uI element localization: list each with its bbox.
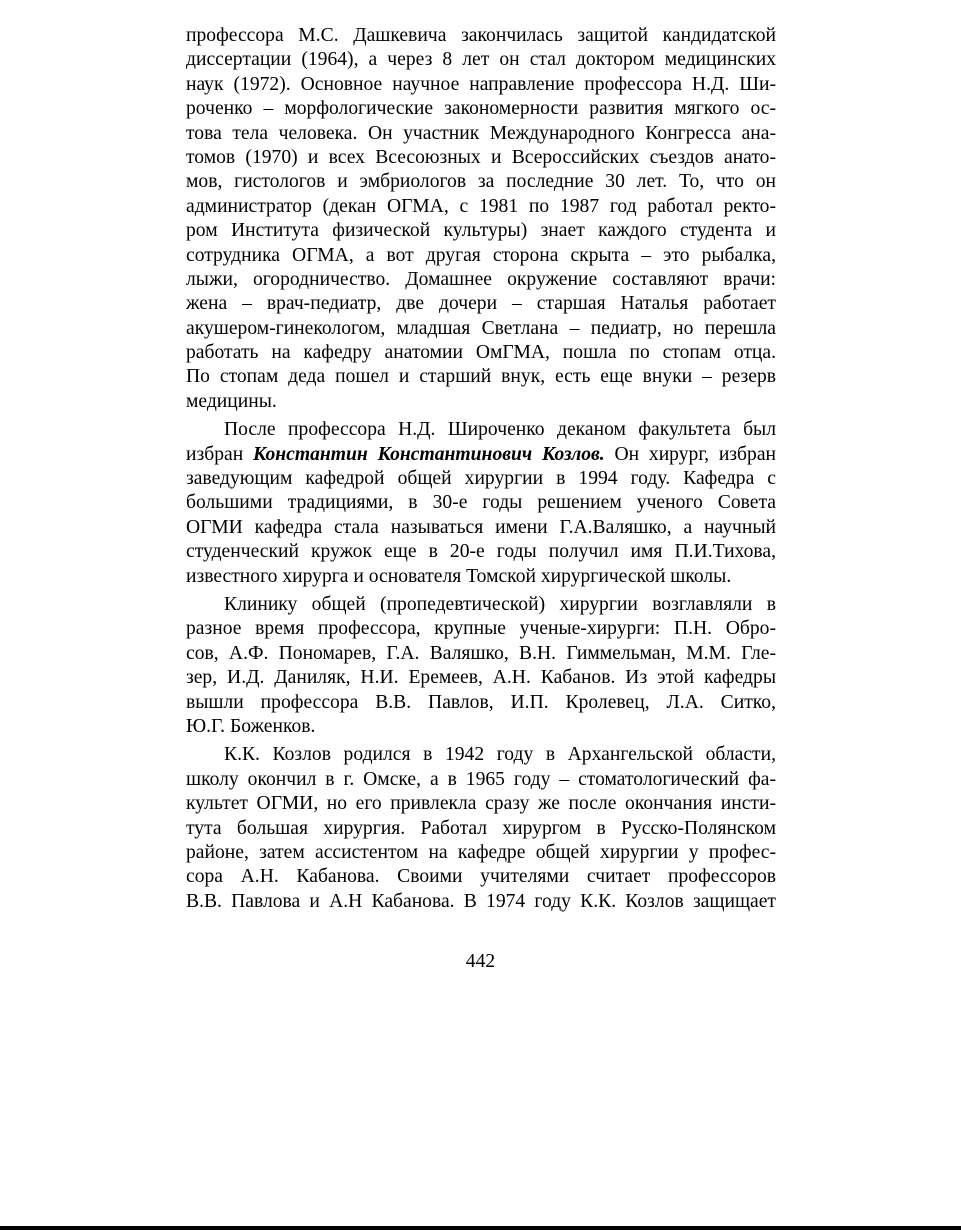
- text-line: сора А.Н. Кабанова. Своими учителями считает профессоров: [186, 866, 776, 888]
- text-line: сов, А.Ф. Пономарев, Г.А. Валяшко, В.Н. Гиммельман, М.М. Гле-: [186, 642, 776, 664]
- text-line: большими традициями, в 30-е годы решением ученого Совета: [186, 492, 776, 514]
- text-line: К.К. Козлов родился в 1942 году в Архангельской области,: [224, 744, 776, 766]
- text-fragment: Он хирург, избран: [604, 443, 776, 465]
- dean-name: Константин Константинович Козлов.: [252, 443, 605, 465]
- paragraph-3: [186, 593, 776, 739]
- text-line: культет ОГМИ, но его привлекла сразу же после окончания инсти-: [186, 793, 776, 815]
- text-line: томов (1970) и всех Всесоюзных и Всероссийских съездов анато-: [186, 146, 776, 168]
- text-line: По стопам деда пошел и старший внук, есть еще внуки – резерв: [186, 366, 776, 388]
- text-line: ром Института физической культуры) знает каждого студента и: [186, 220, 776, 242]
- text-line: диссертации (1964), а через 8 лет он стал доктором медицинских: [186, 49, 776, 71]
- bottom-edge-rule: [0, 1226, 961, 1230]
- text-line: известного хирурга и основателя Томской хирургической школы.: [186, 565, 732, 587]
- text-line: роченко – морфологические закономерности развития мягкого ос-: [186, 98, 776, 120]
- text-line: тута большая хирургия. Работал хирургом в Русско-Полянском: [186, 817, 776, 839]
- text-line: това тела человека. Он участник Международного Конгресса ана-: [186, 122, 776, 144]
- text-line: профессора М.С. Дашкевича закончилась защитой кандидатской: [186, 25, 776, 46]
- text-line: акушером-гинекологом, младшая Светлана – педиатр, но перешла: [186, 317, 776, 339]
- text-line: В.В. Павлова и А.Н Кабанова. В 1974 году К.К. Козлов защищает: [186, 890, 776, 912]
- text-line: Клинику общей (пропедевтической) хирургии возглавляли в: [224, 593, 776, 615]
- text-line: районе, затем ассистентом на кафедре общей хирургии у профес-: [186, 841, 776, 863]
- text-line: лыжи, огородничество. Домашнее окружение составляют врачи:: [186, 268, 776, 290]
- text-line: школу окончил в г. Омске, а в 1965 году – стоматологический фа-: [186, 768, 776, 790]
- paragraph-2: [186, 418, 776, 589]
- page-number: 442: [465, 951, 496, 972]
- text-line: администратор (декан ОГМА, с 1981 по 1987 год работал ректо-: [186, 195, 776, 217]
- paragraph-1: [186, 24, 776, 414]
- text-line: студенческий кружок еще в 20-е годы получил имя П.И.Тихова,: [186, 541, 776, 563]
- text-line: медицины.: [186, 390, 277, 412]
- text-line: мов, гистологов и эмбриологов за последние 30 лет. То, что он: [186, 171, 776, 193]
- text-line: сотрудника ОГМА, а вот другая сторона скрыта – это рыбалка,: [186, 244, 776, 266]
- text-line: зер, И.Д. Даниляк, Н.И. Еремеев, А.Н. Кабанов. Из этой кафедры: [186, 667, 776, 689]
- text-fragment: избран: [186, 443, 253, 465]
- text-line: разное время профессора, крупные ученые-хирурги: П.Н. Обро-: [186, 618, 776, 640]
- text-line: заведующим кафедрой общей хирургии в 1994 году. Кафедра с: [186, 468, 776, 490]
- text-line: вышли профессора В.В. Павлов, И.П. Кролевец, Л.А. Ситко,: [186, 691, 776, 713]
- text-line: жена – врач-педиатр, две дочери – старшая Наталья работает: [186, 293, 776, 315]
- text-line: После профессора Н.Д. Широченко деканом факультета был: [224, 419, 776, 441]
- text-line: ОГМИ кафедра стала называться имени Г.А.Валяшко, а научный: [186, 516, 776, 538]
- text-line-with-name: [186, 443, 776, 467]
- text-line: работать на кафедру анатомии ОмГМА, пошла по стопам отца.: [186, 342, 776, 364]
- text-line: Ю.Г. Боженков.: [186, 715, 316, 737]
- paragraph-4: [186, 743, 776, 914]
- text-line: наук (1972). Основное научное направление профессора Н.Д. Ши-: [186, 73, 776, 95]
- page-body: [186, 24, 776, 914]
